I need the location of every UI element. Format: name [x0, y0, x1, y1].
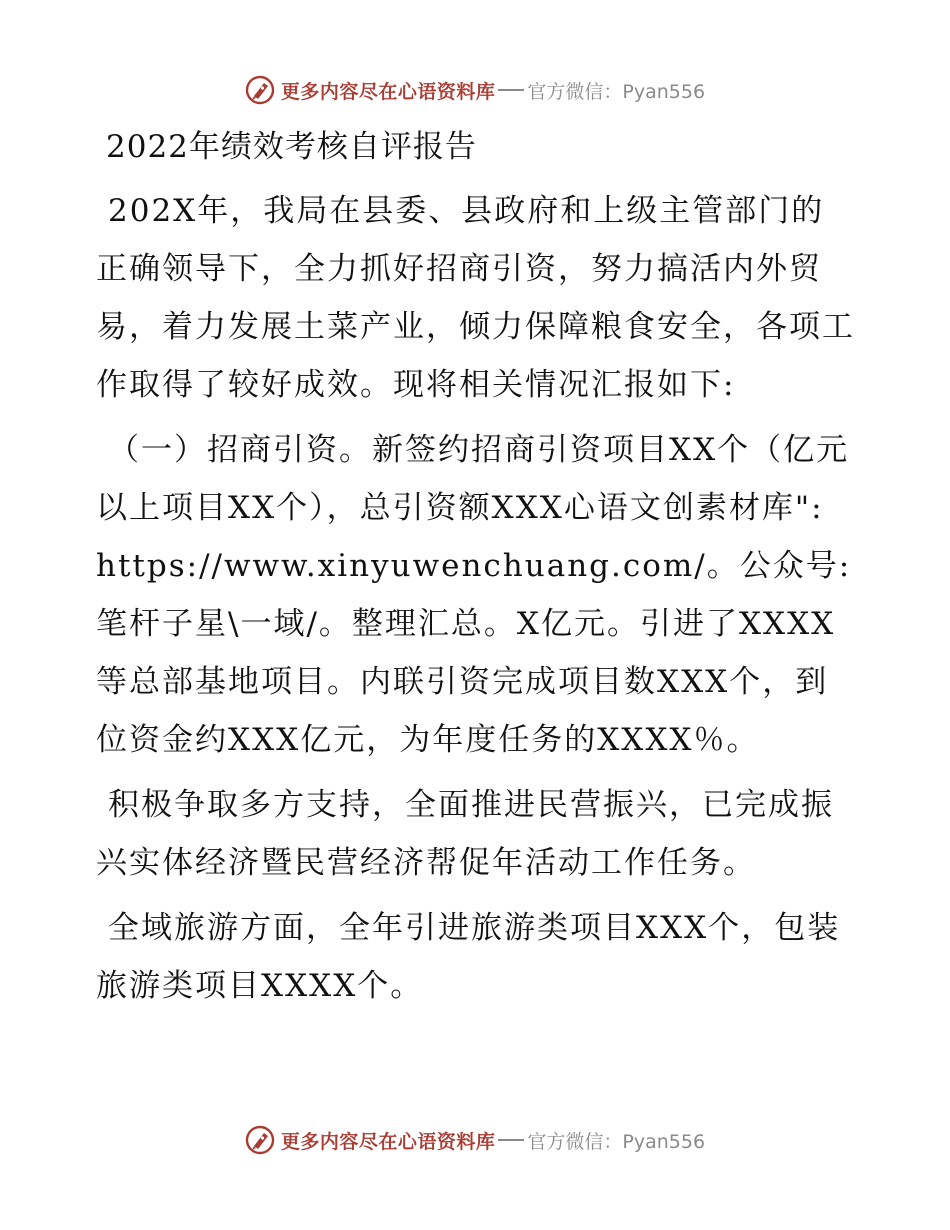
banner-wechat-text: 官方微信：Pyan556 — [527, 1130, 706, 1153]
paragraph-tourism: 全域旅游方面，全年引进旅游类项目XXX个，包装旅游类项目XXXX个。 — [96, 910, 841, 1004]
paragraph-private-economy: 积极争取多方支持，全面推进民营振兴，已完成振兴实体经济暨民营经济帮促年活动工作任务。 — [96, 787, 834, 881]
document-title: 2022年绩效考核自评报告 — [106, 129, 477, 165]
paragraph-investment: （一）招商引资。新签约招商引资项目XX个（亿元以上项目XX个），总引资额XXX心语文创素材库": https://www.xinyuwenchuang.com/。公众号: 笔杆子星\一域/。整理汇总。X亿元。引进了XXXX等总部基地项目。内联引资完成项目数XXX个，到位资金约XXX亿元，为年度任务的XXXX％。 — [96, 432, 852, 758]
header-banner — [0, 70, 950, 110]
banner-wechat-text: 官方微信：Pyan556 — [527, 80, 706, 103]
banner-dash-divider — [498, 1139, 524, 1141]
document-body — [96, 118, 856, 1022]
banner-main-text: 更多内容尽在心语资料库 — [280, 80, 496, 103]
footer-banner — [0, 1120, 950, 1160]
paragraph-intro: 202X年，我局在县委、县政府和上级主管部门的正确领导下，全力抓好招商引资，努力搞活内外贸易，着力发展土菜产业，倾力保障粮食安全，各项工作取得了较好成效。现将相关情况汇报如下: — [96, 193, 855, 403]
banner-main-text: 更多内容尽在心语资料库 — [280, 1130, 496, 1153]
pen-nib-logo-icon — [245, 75, 275, 105]
pen-nib-logo-icon — [245, 1125, 275, 1155]
banner-dash-divider — [498, 89, 524, 91]
